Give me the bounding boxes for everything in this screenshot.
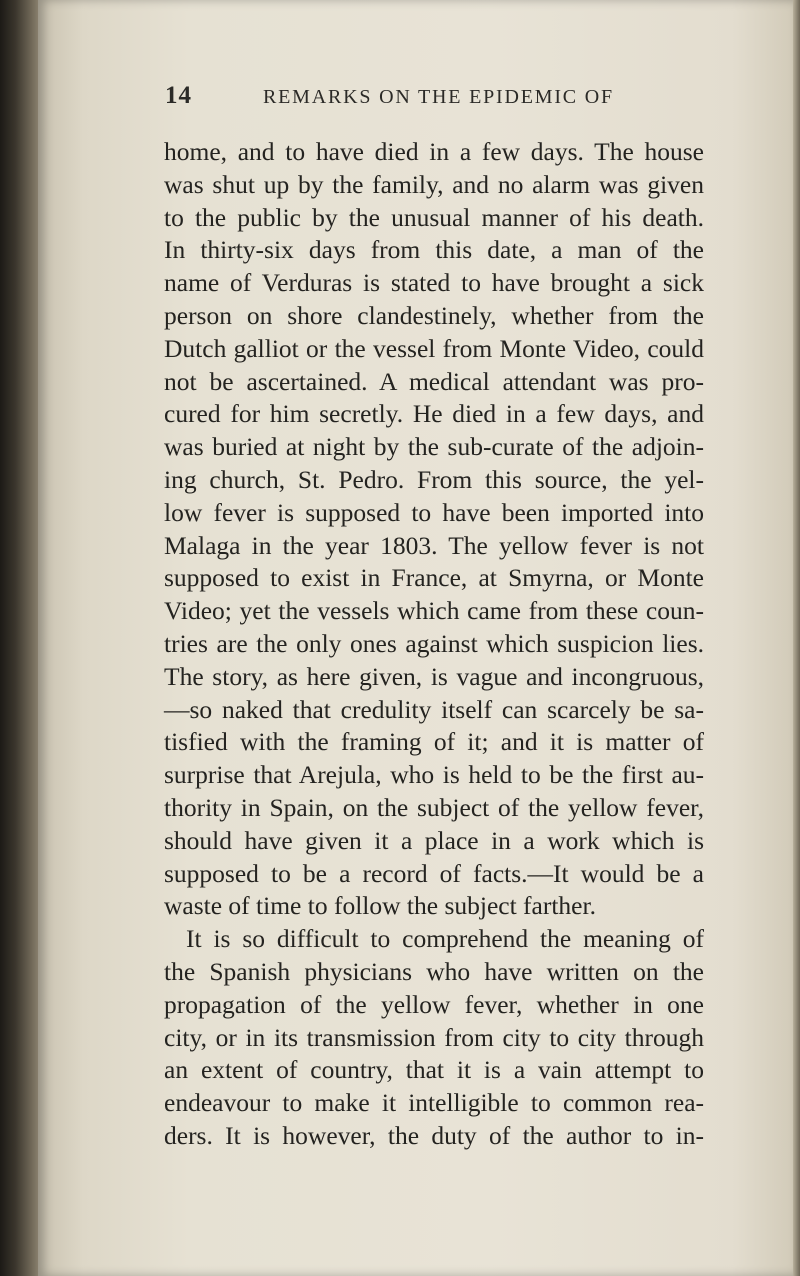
text-line: tisfied with the framing of it; and it is matter of: [164, 727, 704, 757]
page-right-edge: [793, 0, 800, 1276]
text-line: surprise that Arejula, who is held to be the first au-: [164, 760, 704, 790]
text-line: propagation of the yellow fever, whether in one: [164, 989, 704, 1019]
text-line: cured for him secretly. He died in a few days, and: [164, 399, 704, 429]
text-line: an extent of country, that it is a vain attempt to: [164, 1055, 704, 1085]
text-line: home, and to have died in a few days. The house: [164, 137, 704, 166]
text-line: Dutch galliot or the vessel from Monte Video, could: [164, 333, 704, 363]
text-line: not be ascertained. A medical attendant was pro-: [164, 366, 704, 396]
running-head: REMARKS ON THE EPIDEMIC OF: [263, 86, 614, 108]
text-line: ders. It is however, the duty of the author to in-: [164, 1120, 704, 1150]
text-line: name of Verduras is stated to have brought a sick: [164, 268, 704, 298]
text-line: endeavour to make it intelligible to common rea-: [164, 1088, 704, 1118]
text-line: thority in Spain, on the subject of the yellow fever,: [164, 792, 704, 822]
text-line: low fever is supposed to have been imported into: [164, 497, 704, 527]
text-line: to the public by the unusual manner of his death.: [164, 202, 704, 232]
text-line: —so naked that credulity itself can scarcely be sa-: [164, 694, 704, 724]
text-line: should have given it a place in a work which is: [164, 825, 704, 855]
page-number: 14: [165, 82, 192, 109]
text-line: waste of time to follow the subject farther.: [164, 891, 596, 921]
body-text: [164, 136, 704, 1153]
text-line: was shut up by the family, and no alarm was given: [164, 169, 704, 199]
text-line: city, or in its transmission from city to city through: [164, 1022, 704, 1052]
text-line: the Spanish physicians who have written on the: [164, 956, 704, 986]
text-line: Malaga in the year 1803. The yellow fever is not: [164, 530, 704, 560]
text-line: tries are the only ones against which suspicion lies.: [164, 628, 704, 658]
page-header: [165, 82, 685, 118]
text-line: supposed to be a record of facts.—It would be a: [164, 858, 704, 888]
text-line: The story, as here given, is vague and incongruous,: [164, 661, 704, 691]
text-line: Video; yet the vessels which came from these coun-: [164, 596, 704, 626]
text-line: supposed to exist in France, at Smyrna, or Monte: [164, 563, 704, 593]
text-line: was buried at night by the sub-curate of the adjoin-: [164, 432, 704, 462]
text-line: person on shore clandestinely, whether from the: [164, 300, 704, 330]
text-line: In thirty-six days from this date, a man of the: [164, 235, 704, 265]
text-line: It is so difficult to comprehend the meaning of: [186, 924, 704, 954]
text-line: ing church, St. Pedro. From this source, the yel-: [164, 464, 704, 494]
